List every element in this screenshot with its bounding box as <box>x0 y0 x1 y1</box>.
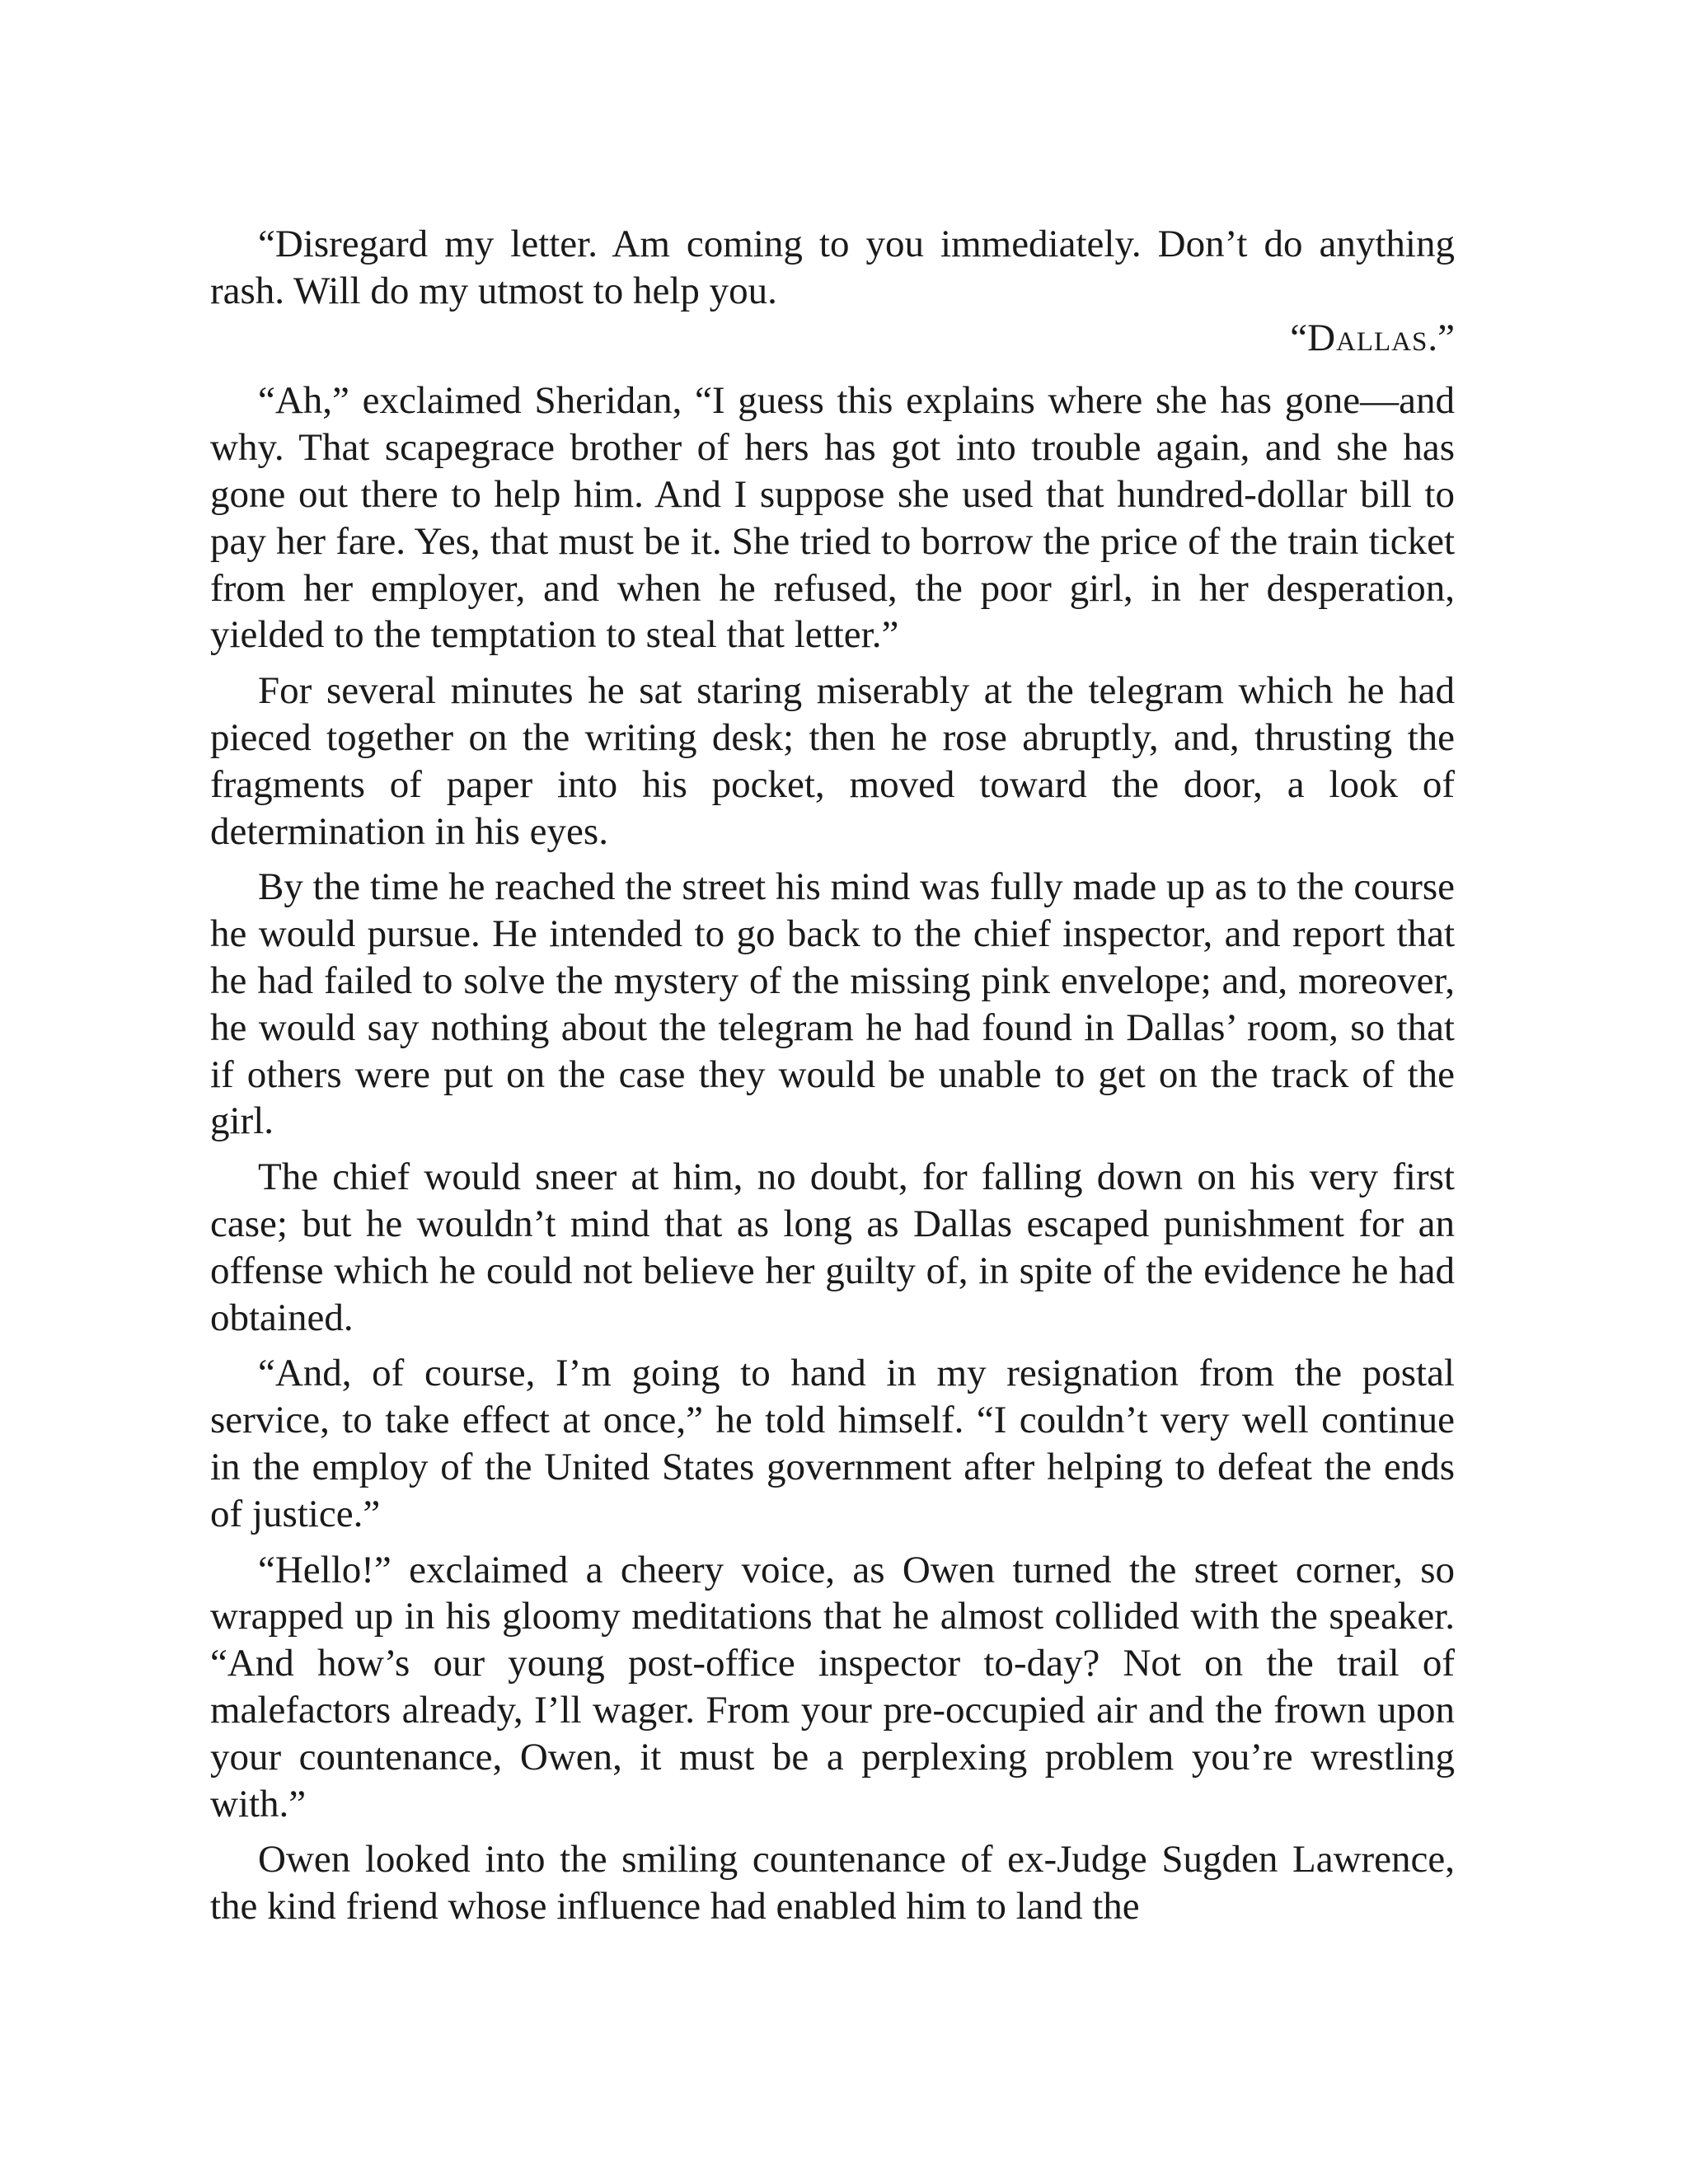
book-page <box>210 221 1455 1939</box>
signature-close-quote: .” <box>1428 316 1455 359</box>
signature-name: Dallas <box>1307 316 1428 359</box>
signature-open-quote: “ <box>1290 316 1308 359</box>
paragraph: For several minutes he sat staring miserably at the telegram which he had pieced together on the writing desk; then he rose abruptly, and, thrusting the fragments of paper into his pocket, moved toward the door, a look of determination in his eyes. <box>210 669 1455 853</box>
paragraph: By the time he reached the street his mind was fully made up as to the course he would pursue. He intended to go back to the chief inspector, and report that he had failed to solve the mystery of the missing pink envelope; and, moreover, he would say nothing about the telegram he had found in Dallas’ room, so that if others were put on the case they would be unable to get on the track of the girl. <box>210 865 1455 1143</box>
telegram-text: “Disregard my letter. Am coming to you immediately. Don’t do anything rash. Will do my utmost to help you. <box>210 223 1455 312</box>
paragraph: “Ah,” exclaimed Sheridan, “I guess this explains where she has gone—and why. That scapegrace brother of hers has got into trouble again, and she has gone out there to help him. And I suppose she used that hundred-dollar bill to pay her fare. Yes, that must be it. She tried to borrow the price of the train ticket from her employer, and when he refused, the poor girl, in her desperation, yielded to the temptation to steal that letter.” <box>210 379 1455 657</box>
paragraph: Owen looked into the smiling countenance of ex-Judge Sugden Lawrence, the kind friend whose influence had enabled him to land the <box>210 1838 1455 1929</box>
paragraph: “And, of course, I’m going to hand in my resignation from the postal service, to take effect at once,” he told himself. “I couldn’t very well continue in the employ of the United States government after helping to defeat the ends of justice.” <box>210 1352 1455 1535</box>
paragraph: The chief would sneer at him, no doubt, for falling down on his very first case; but he wouldn’t mind that as long as Dallas escaped punishment for an offense which he could not believe her guilty of, in spite of the evidence he had obtained. <box>210 1155 1455 1339</box>
telegram-signature <box>210 315 1455 362</box>
paragraph: “Hello!” exclaimed a cheery voice, as Owen turned the street corner, so wrapped up in his gloomy meditations that he almost collided with the speaker. “And how’s our young post-office inspector to-day? Not on the trail of malefactors already, I’ll wager. From your pre-occupied air and the frown upon your countenance, Owen, it must be a perplexing problem you’re wrestling with.” <box>210 1548 1455 1825</box>
